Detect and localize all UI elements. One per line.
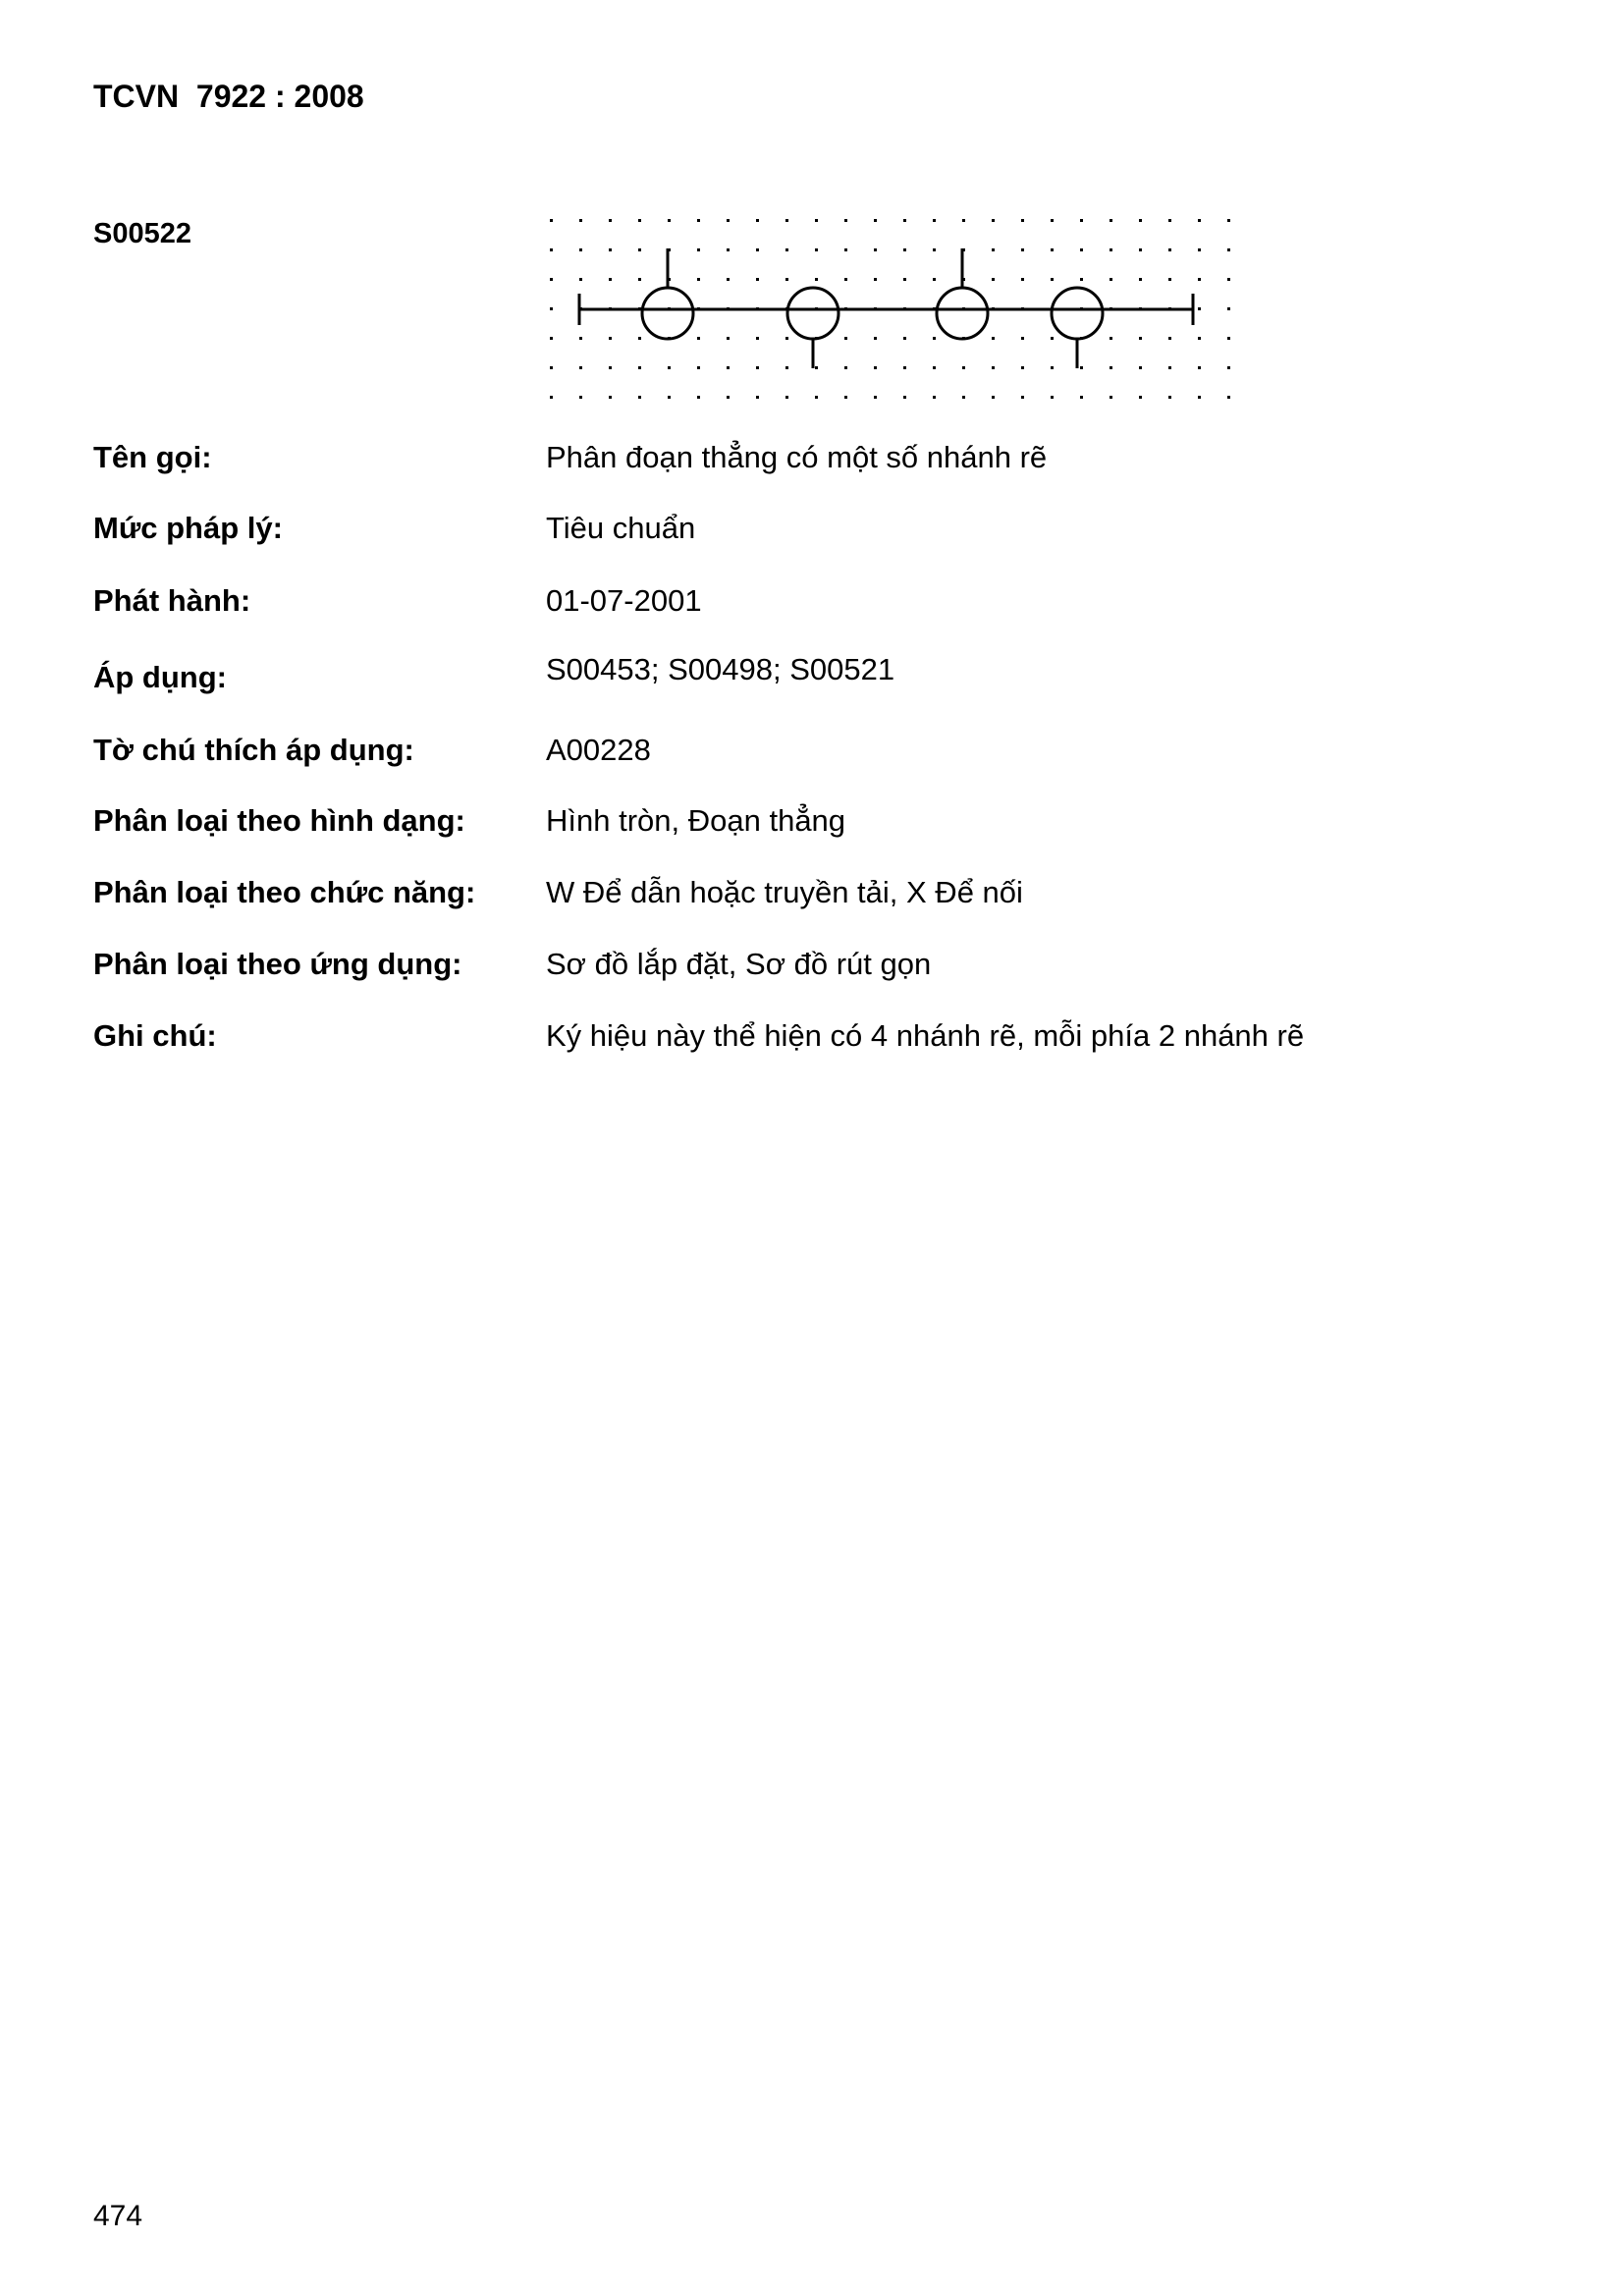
page-number: 474 (93, 2200, 143, 2232)
grid-dot (1021, 337, 1024, 340)
grid-dot (962, 366, 965, 369)
field-value: Ký hiệu này thể hiện có 4 nhánh rẽ, mỗi phía 2 nhánh rẽ (546, 1018, 1305, 1053)
grid-dot (1021, 219, 1024, 222)
grid-dot (638, 248, 641, 251)
grid-dot (697, 366, 700, 369)
grid-dot (1139, 248, 1142, 251)
field-label: Phân loại theo hình dạng: (93, 803, 465, 838)
grid-dot (609, 278, 612, 281)
grid-dot (697, 248, 700, 251)
field-row (93, 511, 1566, 550)
grid-dot (992, 337, 995, 340)
field-row (93, 583, 1566, 623)
field-value: Phân đoạn thẳng có một số nhánh rẽ (546, 440, 1048, 474)
grid-dot (609, 366, 612, 369)
grid-dot (844, 248, 847, 251)
grid-dot (815, 278, 818, 281)
grid-dot (992, 278, 995, 281)
grid-dot (1051, 278, 1054, 281)
grid-dot (1227, 307, 1230, 310)
grid-dot (1168, 248, 1171, 251)
field-value: Hình tròn, Đoạn thẳng (546, 803, 846, 838)
grid-dot (727, 396, 730, 399)
grid-dot (815, 248, 818, 251)
grid-dot (1110, 219, 1112, 222)
grid-dot (1080, 396, 1083, 399)
grid-dot (874, 366, 877, 369)
grid-dot (1198, 396, 1201, 399)
grid-dot (638, 278, 641, 281)
grid-dot (1110, 396, 1112, 399)
grid-dot (1168, 337, 1171, 340)
grid-dot (756, 219, 759, 222)
field-row (93, 875, 1566, 914)
grid-dot (579, 278, 582, 281)
grid-dot (1227, 278, 1230, 281)
grid-dot (1168, 219, 1171, 222)
grid-dot (638, 396, 641, 399)
field-label: Áp dụng: (93, 660, 228, 694)
grid-dot (550, 337, 553, 340)
field-row (93, 947, 1566, 986)
grid-dot (1080, 248, 1083, 251)
grid-dot (668, 366, 671, 369)
grid-dot (785, 366, 788, 369)
grid-dot (844, 396, 847, 399)
grid-dot (756, 337, 759, 340)
field-row (93, 440, 1566, 479)
grid-dot (1227, 396, 1230, 399)
grid-dot (697, 219, 700, 222)
grid-dot (550, 366, 553, 369)
grid-dot (579, 219, 582, 222)
grid-dot (874, 337, 877, 340)
grid-dot (1110, 366, 1112, 369)
grid-dot (992, 248, 995, 251)
grid-dot (550, 307, 553, 310)
grid-dot (697, 337, 700, 340)
grid-dot (1139, 396, 1142, 399)
grid-dot (992, 219, 995, 222)
grid-dot (785, 219, 788, 222)
grid-dot (962, 219, 965, 222)
grid-dot (579, 366, 582, 369)
field-value: A00228 (546, 733, 651, 767)
grid-dot (992, 396, 995, 399)
symbol-code: S00522 (93, 218, 191, 249)
grid-dot (756, 278, 759, 281)
grid-dot (903, 396, 906, 399)
grid-dot (962, 396, 965, 399)
grid-dot (1021, 248, 1024, 251)
grid-dot (1198, 366, 1201, 369)
grid-dot (1198, 337, 1201, 340)
grid-dot (1080, 366, 1083, 369)
line-segment-with-branches-symbol-icon (540, 211, 1247, 408)
grid-dot (1168, 396, 1171, 399)
field-value: Tiêu chuẩn (546, 511, 696, 545)
grid-dot (579, 337, 582, 340)
field-value: 01-07-2001 (546, 583, 702, 618)
field-label: Phát hành: (93, 583, 251, 618)
grid-dot (903, 219, 906, 222)
grid-dot (1198, 307, 1201, 310)
grid-dot (727, 219, 730, 222)
grid-dot (1051, 337, 1054, 340)
grid-dot (1110, 248, 1112, 251)
grid-dot (992, 366, 995, 369)
grid-dot (903, 278, 906, 281)
grid-dot (844, 337, 847, 340)
grid-dot (933, 396, 936, 399)
grid-dot (1198, 219, 1201, 222)
grid-dot (815, 396, 818, 399)
grid-dot (933, 278, 936, 281)
grid-dot (1139, 219, 1142, 222)
grid-dot (1198, 248, 1201, 251)
grid-dot (1110, 337, 1112, 340)
grid-dot (609, 248, 612, 251)
grid-dot (1168, 366, 1171, 369)
grid-dot (874, 248, 877, 251)
grid-dot (756, 366, 759, 369)
field-label: Ghi chú: (93, 1018, 217, 1053)
field-label: Mức pháp lý: (93, 511, 283, 545)
grid-dot (609, 219, 612, 222)
grid-dot (785, 278, 788, 281)
grid-dot (1139, 366, 1142, 369)
field-label: Tên gọi: (93, 440, 212, 474)
field-row (93, 803, 1566, 843)
grid-dot (550, 278, 553, 281)
field-row (93, 652, 1566, 699)
grid-dot (1051, 366, 1054, 369)
grid-dot (697, 278, 700, 281)
grid-dot (903, 366, 906, 369)
grid-dot (550, 248, 553, 251)
grid-dot (933, 337, 936, 340)
grid-dot (1021, 278, 1024, 281)
document-header: TCVN 7922 : 2008 (93, 79, 364, 114)
grid-dot (1021, 396, 1024, 399)
grid-dot (785, 248, 788, 251)
grid-dot (756, 248, 759, 251)
grid-dot (874, 219, 877, 222)
grid-dot (1168, 278, 1171, 281)
grid-dot (697, 396, 700, 399)
grid-dot (815, 219, 818, 222)
grid-dot (756, 396, 759, 399)
grid-dot (1139, 278, 1142, 281)
grid-dot (579, 396, 582, 399)
branch-circle-3 (937, 288, 988, 339)
grid-dot (903, 248, 906, 251)
grid-dot (638, 337, 641, 340)
grid-dot (550, 219, 553, 222)
grid-dot (1051, 396, 1054, 399)
grid-dot (1198, 278, 1201, 281)
grid-dot (1227, 248, 1230, 251)
grid-dot (844, 366, 847, 369)
grid-dot (727, 248, 730, 251)
grid-dot (874, 278, 877, 281)
grid-dot (1051, 248, 1054, 251)
grid-dot (933, 366, 936, 369)
grid-dot (638, 219, 641, 222)
grid-dot (668, 396, 671, 399)
grid-dot (933, 248, 936, 251)
grid-dot (638, 366, 641, 369)
grid-dot (1227, 337, 1230, 340)
grid-dot (1139, 337, 1142, 340)
grid-dot (933, 219, 936, 222)
grid-dot (1051, 219, 1054, 222)
field-value: S00453; S00498; S00521 (546, 652, 895, 686)
field-value: W Để dẫn hoặc truyền tải, X Để nối (546, 875, 1023, 909)
field-label: Tờ chú thích áp dụng: (93, 733, 414, 767)
grid-dot (609, 337, 612, 340)
branch-circle-1 (642, 288, 693, 339)
grid-dot (785, 396, 788, 399)
field-label: Phân loại theo ứng dụng: (93, 947, 462, 981)
grid-dot (609, 396, 612, 399)
grid-dot (579, 248, 582, 251)
grid-dot (727, 337, 730, 340)
grid-dot (1227, 366, 1230, 369)
grid-dot (815, 366, 818, 369)
grid-dot (1080, 219, 1083, 222)
grid-dot (903, 337, 906, 340)
grid-dot (1080, 278, 1083, 281)
field-row (93, 733, 1566, 772)
grid-dot (844, 278, 847, 281)
grid-dot (727, 366, 730, 369)
grid-dot (1227, 219, 1230, 222)
grid-dot (844, 219, 847, 222)
grid-dot (785, 337, 788, 340)
branch-circle-2 (787, 288, 839, 339)
grid-dot (550, 396, 553, 399)
grid-dot (1021, 366, 1024, 369)
grid-dot (668, 219, 671, 222)
field-row (93, 1018, 1566, 1058)
branch-circle-4 (1052, 288, 1103, 339)
grid-dot (1110, 278, 1112, 281)
field-label: Phân loại theo chức năng: (93, 875, 476, 909)
field-value: Sơ đồ lắp đặt, Sơ đồ rút gọn (546, 947, 932, 981)
grid-dot (727, 278, 730, 281)
grid-dot (874, 396, 877, 399)
